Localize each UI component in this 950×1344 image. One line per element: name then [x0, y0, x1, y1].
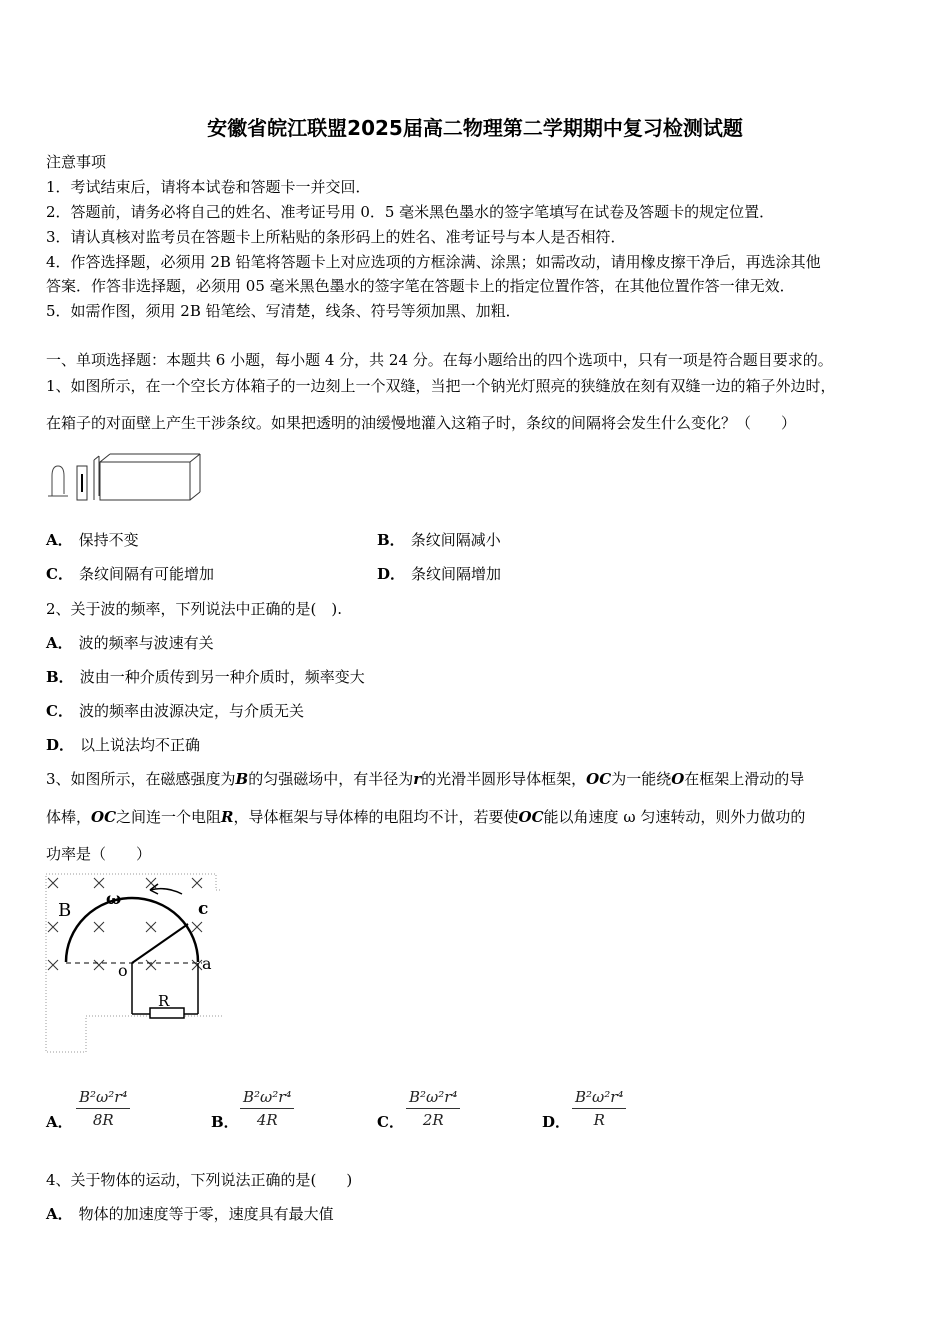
option-text: 以上说法均不正确: [80, 736, 201, 754]
figure-label-o: o: [118, 961, 128, 980]
fraction-numerator: B²ω²r⁴: [240, 1088, 294, 1109]
symbol: r: [413, 770, 422, 788]
q2-option-b[interactable]: [46, 667, 365, 687]
section-heading: 一、单项选择题：本题共 6 小题，每小题 4 分，共 24 分。在每小题给出的四个选项中，只有一项是符合题目要求的。: [46, 351, 833, 369]
q3-stem-line1: [46, 769, 804, 789]
symbol: O: [671, 770, 685, 788]
option-text: 条纹间隔增加: [411, 565, 502, 583]
text-run: 3、如图所示，在磁感强度为: [46, 770, 236, 788]
option-letter: B．: [211, 1113, 239, 1131]
q3-option-a[interactable]: [46, 1112, 79, 1132]
q1-option-b[interactable]: [377, 530, 501, 550]
fraction-denominator: 2R: [422, 1111, 444, 1129]
q2-option-c[interactable]: [46, 701, 304, 721]
fraction-numerator: B²ω²r⁴: [572, 1088, 626, 1109]
option-letter: C．: [377, 1113, 404, 1131]
text-run: 在框架上滑动的导: [684, 770, 805, 788]
q2-option-d[interactable]: [46, 735, 200, 755]
symbol: R: [221, 808, 234, 826]
q2-option-a[interactable]: [46, 633, 214, 653]
fraction-denominator: R: [593, 1111, 605, 1129]
text-run: 之间连一个电阻: [116, 808, 222, 826]
figure-label-a: a: [202, 954, 212, 973]
q3-stem-line3: 功率是（ ）: [46, 845, 152, 863]
page-title: 安徽省皖江联盟2025届高二物理第二学期期中复习检测试题: [207, 116, 743, 140]
notice-item: 1．考试结束后，请将本试卷和答题卡一并交回．: [46, 178, 371, 196]
option-letter: A．: [46, 1113, 73, 1131]
option-letter: A．: [46, 531, 73, 549]
text-run: 体棒，: [46, 808, 92, 826]
text-run: 的匀强磁场中，有半径为: [248, 770, 414, 788]
q3-option-b-formula: [240, 1088, 294, 1129]
text-run: 为一能绕: [611, 770, 672, 788]
symbol: OC: [518, 808, 544, 826]
q4-option-a[interactable]: [46, 1204, 334, 1224]
fraction-numerator: B²ω²r⁴: [76, 1088, 130, 1109]
q3-stem-line2: [46, 807, 805, 827]
notice-item: 4．作答选择题，必须用 2B 铅笔将答题卡上对应选项的方框涂满、涂黑；如需改动，请用橡皮擦干净后，再选涂其他: [46, 253, 821, 271]
option-letter: D．: [46, 736, 75, 754]
option-text: 物体的加速度等于零，速度具有最大值: [78, 1205, 334, 1223]
figure-label-c: c: [198, 899, 209, 919]
option-text: 条纹间隔有可能增加: [78, 565, 214, 583]
q3-option-a-formula: [76, 1088, 130, 1129]
option-text: 波的频率由波源决定，与介质无关: [78, 702, 304, 720]
option-text: 波的频率与波速有关: [78, 634, 214, 652]
fraction-numerator: B²ω²r⁴: [406, 1088, 460, 1109]
option-letter: D．: [377, 565, 406, 583]
option-letter: D．: [542, 1113, 571, 1131]
option-text: 波由一种介质传到另一种介质时，频率变大: [79, 668, 365, 686]
option-letter: C．: [46, 702, 73, 720]
q2-stem: 2、关于波的频率，下列说法中正确的是( ).: [46, 600, 343, 618]
symbol: OC: [586, 770, 612, 788]
text-run: ，导体框架与导体棒的电阻均不计，若要使: [233, 808, 519, 826]
q1-option-d[interactable]: [377, 564, 501, 584]
q3-option-d[interactable]: [542, 1112, 576, 1132]
q1-box-figure: [44, 452, 204, 508]
q1-stem-line1: 1、如图所示，在一个空长方体箱子的一边刻上一个双缝，当把一个钠光灯照亮的狭缝放在刻有双缝一边的箱子外边时，: [46, 377, 836, 395]
option-letter: A．: [46, 634, 73, 652]
q1-option-c[interactable]: [46, 564, 214, 584]
notice-item: 答案．作答非选择题，必须用 05 毫米黑色墨水的签字笔在答题卡上的指定位置作答，在其他位置作答一律无效．: [46, 277, 795, 295]
notice-heading: 注意事项: [46, 153, 107, 171]
figure-label-omega: ω: [106, 889, 122, 908]
q1-option-a[interactable]: [46, 530, 139, 550]
text-run: 的光滑半圆形导体框架，: [421, 770, 587, 788]
option-text: 保持不变: [78, 531, 139, 549]
option-letter: B．: [46, 668, 74, 686]
option-letter: B．: [377, 531, 405, 549]
figure-label-b: B: [58, 900, 72, 921]
text-run: 能以角速度 ω 匀速转动，则外力做功的: [543, 808, 806, 826]
q3-semicircle-figure: [42, 872, 222, 1056]
q3-option-d-formula: [572, 1088, 626, 1129]
q4-stem: 4、关于物体的运动，下列说法正确的是( ): [46, 1171, 353, 1189]
symbol: OC: [91, 808, 117, 826]
symbol: B: [235, 770, 249, 788]
option-letter: C．: [46, 565, 73, 583]
option-letter: A．: [46, 1205, 73, 1223]
notice-item: 2．答题前，请务必将自己的姓名、准考证号用 0．5 毫米黑色墨水的签字笔填写在试卷及答题卡的规定位置．: [46, 203, 775, 221]
q3-option-c-formula: [406, 1088, 460, 1129]
q1-stem-line2: 在箱子的对面壁上产生干涉条纹。如果把透明的油缓慢地灌入这箱子时，条纹的间隔将会发生什么变化？（ ）: [46, 414, 797, 432]
q3-option-c[interactable]: [377, 1112, 410, 1132]
fraction-denominator: 4R: [256, 1111, 278, 1129]
figure-label-r: R: [158, 992, 170, 1010]
notice-item: 5．如需作图，须用 2B 铅笔绘、写清楚，线条、符号等须加黑、加粗．: [46, 302, 521, 320]
fraction-denominator: 8R: [92, 1111, 114, 1129]
notice-item: 3．请认真核对监考员在答题卡上所粘贴的条形码上的姓名、准考证号与本人是否相符．: [46, 228, 626, 246]
option-text: 条纹间隔减小: [410, 531, 501, 549]
